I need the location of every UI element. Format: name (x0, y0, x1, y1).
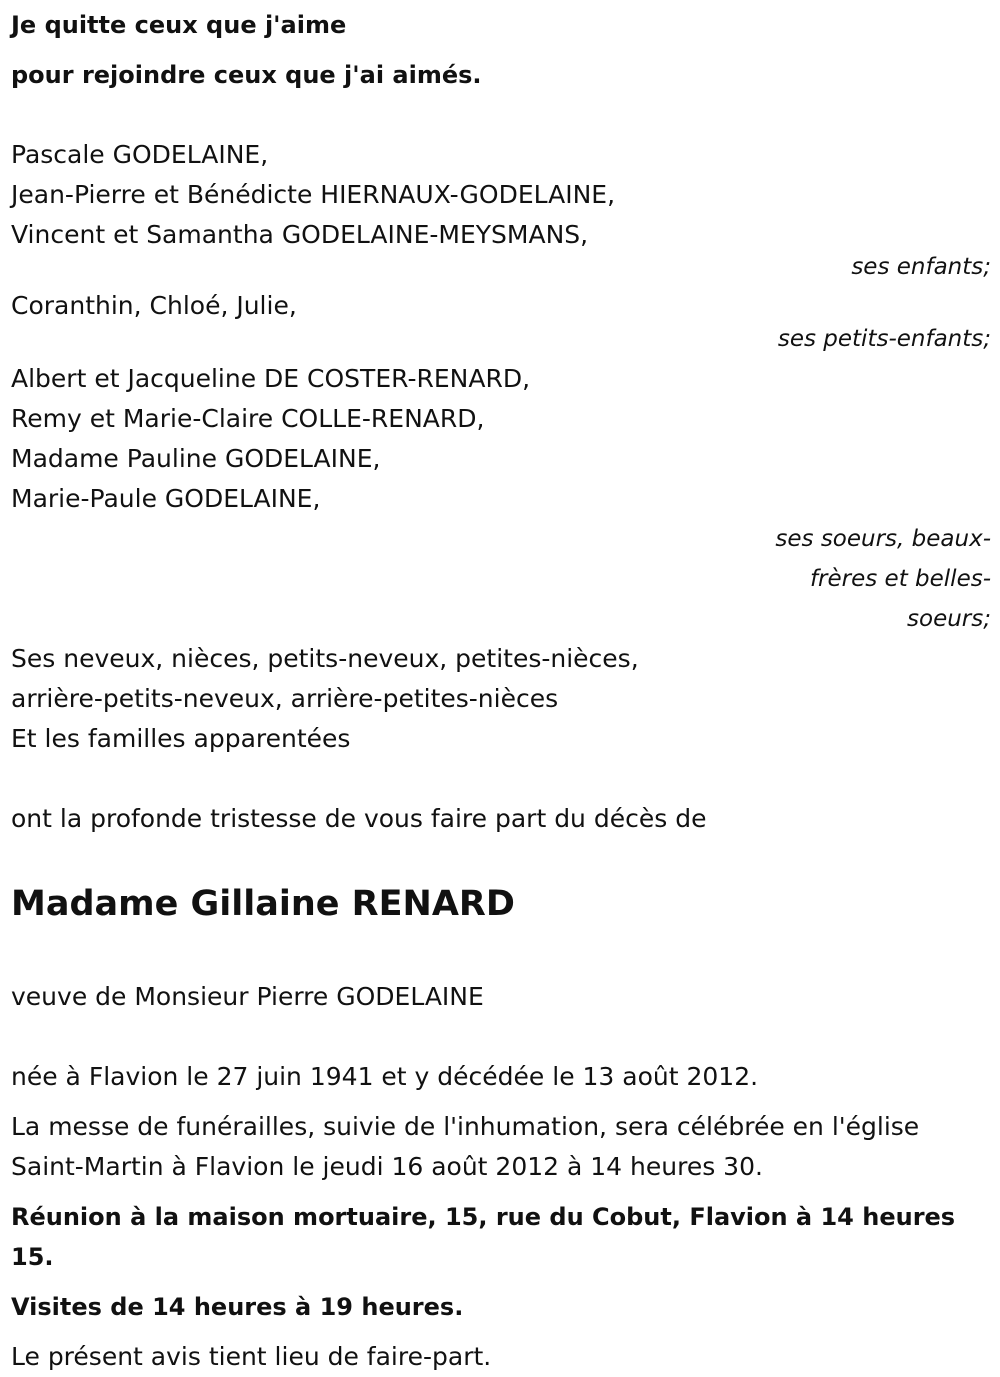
funeral-text-line-2: Saint-Martin à Flavion le jeudi 16 août 2012 à 14 heures 30. (11, 1152, 763, 1181)
siblings-role-line-3: soeurs; (907, 606, 991, 632)
visits-text: Visites de 14 heures à 19 heures. (11, 1293, 464, 1321)
child-name: Pascale GODELAINE, (11, 140, 269, 169)
funeral-text-line-1: La messe de funérailles, suivie de l'inhumation, sera célébrée en l'église (11, 1112, 920, 1141)
relatives-line: Ses neveux, nièces, petits-neveux, petites-nièces, (11, 644, 639, 673)
meeting-text: Réunion à la maison mortuaire, 15, rue du Cobut, Flavion à 14 heures 15. (11, 1203, 956, 1271)
sibling-name: Albert et Jacqueline DE COSTER-RENARD, (11, 364, 531, 393)
announcement-text: ont la profonde tristesse de vous faire part du décès de (11, 804, 707, 833)
siblings-section (11, 359, 991, 639)
grandchild-names: Coranthin, Chloé, Julie, (11, 291, 297, 320)
widow-of-text: veuve de Monsieur Pierre GODELAINE (11, 982, 484, 1011)
grandchildren-role: ses petits-enfants; (777, 326, 991, 352)
deceased-name: Madame Gillaine RENARD (11, 884, 515, 924)
children-section (11, 135, 991, 287)
obituary-notice (11, 5, 991, 1377)
sibling-name: Marie-Paule GODELAINE, (11, 484, 321, 513)
relatives-line: Et les familles apparentées (11, 724, 351, 753)
siblings-role-line-2: frères et belles- (809, 566, 991, 592)
sibling-name: Madame Pauline GODELAINE, (11, 444, 381, 473)
relatives-section (11, 639, 991, 759)
notice-text: Le présent avis tient lieu de faire-part. (11, 1342, 492, 1371)
grandchildren-section (11, 293, 991, 359)
relatives-line: arrière-petits-neveux, arrière-petites-nièces (11, 684, 559, 713)
birth-death-text: née à Flavion le 27 juin 1941 et y décédée le 13 août 2012. (11, 1062, 759, 1091)
epigraph-line-1: Je quitte ceux que j'aime (11, 11, 347, 39)
epigraph-line-2: pour rejoindre ceux que j'ai aimés. (11, 61, 482, 89)
children-role: ses enfants; (851, 254, 991, 280)
sibling-name: Remy et Marie-Claire COLLE-RENARD, (11, 404, 485, 433)
siblings-role-line-1: ses soeurs, beaux- (775, 526, 991, 552)
child-name: Jean-Pierre et Bénédicte HIERNAUX-GODELAINE, (11, 180, 616, 209)
child-name: Vincent et Samantha GODELAINE-MEYSMANS, (11, 220, 589, 249)
